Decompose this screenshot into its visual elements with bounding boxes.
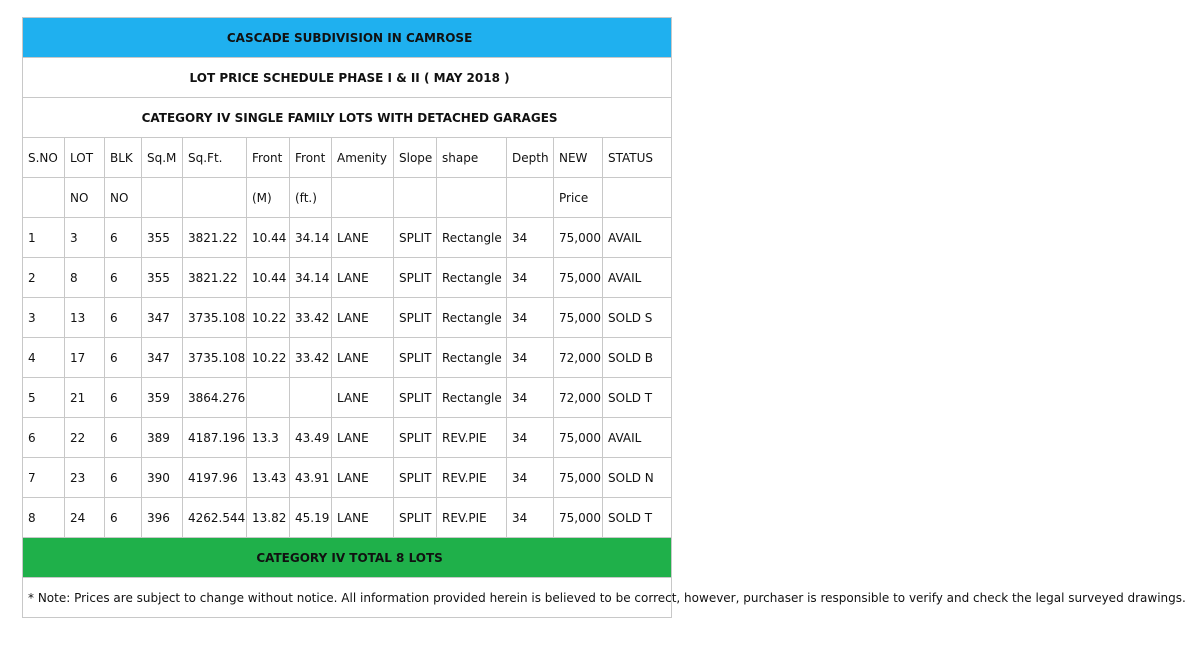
table-cell: 34.14 bbox=[290, 258, 332, 298]
column-header bbox=[142, 178, 183, 218]
table-cell: 359 bbox=[142, 378, 183, 418]
table-cell: 1 bbox=[23, 218, 65, 258]
table-cell: 347 bbox=[142, 298, 183, 338]
table-cell: 34 bbox=[507, 458, 554, 498]
table-cell: 13.82 bbox=[247, 498, 290, 538]
table-cell: AVAIL bbox=[603, 418, 672, 458]
table-cell: 10.44 bbox=[247, 258, 290, 298]
table-cell: 33.42 bbox=[290, 338, 332, 378]
table-cell: 34 bbox=[507, 378, 554, 418]
table-cell: 8 bbox=[23, 498, 65, 538]
column-header bbox=[507, 178, 554, 218]
table-cell: 33.42 bbox=[290, 298, 332, 338]
table-cell: 355 bbox=[142, 258, 183, 298]
table-cell: 6 bbox=[105, 498, 142, 538]
table-row bbox=[23, 218, 672, 258]
subtitle-row bbox=[23, 58, 672, 98]
table-cell: 3 bbox=[65, 218, 105, 258]
table-cell: 6 bbox=[105, 418, 142, 458]
column-header: S.NO bbox=[23, 138, 65, 178]
table-cell: LANE bbox=[332, 418, 394, 458]
table-cell: 389 bbox=[142, 418, 183, 458]
table-cell: 21 bbox=[65, 378, 105, 418]
table-cell: 43.49 bbox=[290, 418, 332, 458]
table-cell: 13.43 bbox=[247, 458, 290, 498]
column-header: shape bbox=[437, 138, 507, 178]
column-header: STATUS bbox=[603, 138, 672, 178]
table-cell: 43.91 bbox=[290, 458, 332, 498]
table-row bbox=[23, 498, 672, 538]
table-cell: 75,000 bbox=[554, 258, 603, 298]
table-cell: 8 bbox=[65, 258, 105, 298]
table-cell: REV.PIE bbox=[437, 498, 507, 538]
table-cell: 6 bbox=[23, 418, 65, 458]
column-header: Depth bbox=[507, 138, 554, 178]
column-header: NO bbox=[105, 178, 142, 218]
column-header: (M) bbox=[247, 178, 290, 218]
column-header bbox=[603, 178, 672, 218]
table-cell: 34 bbox=[507, 338, 554, 378]
column-header: Sq.M bbox=[142, 138, 183, 178]
table-cell bbox=[247, 378, 290, 418]
table-row bbox=[23, 298, 672, 338]
table-cell: 22 bbox=[65, 418, 105, 458]
column-header: Front bbox=[290, 138, 332, 178]
table-cell: 6 bbox=[105, 378, 142, 418]
total-row bbox=[23, 538, 672, 578]
table-cell: SOLD N bbox=[603, 458, 672, 498]
lot-price-table bbox=[22, 17, 1186, 618]
table-cell: 3821.22 bbox=[183, 258, 247, 298]
table-cell: 34 bbox=[507, 258, 554, 298]
table-cell: 3735.108 bbox=[183, 338, 247, 378]
header-row bbox=[23, 138, 672, 178]
table-cell: 355 bbox=[142, 218, 183, 258]
table-cell: 10.22 bbox=[247, 338, 290, 378]
table-cell: 4 bbox=[23, 338, 65, 378]
table-cell: LANE bbox=[332, 458, 394, 498]
category-total: CATEGORY IV TOTAL 8 LOTS bbox=[23, 538, 672, 578]
column-header bbox=[332, 178, 394, 218]
table-cell: 4262.544 bbox=[183, 498, 247, 538]
table-cell: 13 bbox=[65, 298, 105, 338]
column-header: NO bbox=[65, 178, 105, 218]
table-cell: 24 bbox=[65, 498, 105, 538]
page-title: CASCADE SUBDIVISION IN CAMROSE bbox=[23, 18, 672, 58]
column-header: BLK bbox=[105, 138, 142, 178]
table-cell: 3821.22 bbox=[183, 218, 247, 258]
column-header: LOT bbox=[65, 138, 105, 178]
table-cell: Rectangle bbox=[437, 378, 507, 418]
table-cell: 75,000 bbox=[554, 418, 603, 458]
table-cell: SOLD T bbox=[603, 378, 672, 418]
column-header bbox=[23, 178, 65, 218]
table-cell: SPLIT bbox=[394, 338, 437, 378]
table-cell: SOLD B bbox=[603, 338, 672, 378]
table-cell: 4197.96 bbox=[183, 458, 247, 498]
table-cell: 34 bbox=[507, 498, 554, 538]
table-cell: LANE bbox=[332, 338, 394, 378]
table-cell: 3864.276 bbox=[183, 378, 247, 418]
column-header: Amenity bbox=[332, 138, 394, 178]
table-cell: 5 bbox=[23, 378, 65, 418]
table-cell: LANE bbox=[332, 218, 394, 258]
table-cell: 4187.196 bbox=[183, 418, 247, 458]
column-header: Slope bbox=[394, 138, 437, 178]
table-cell: 6 bbox=[105, 338, 142, 378]
price-schedule bbox=[22, 17, 1186, 618]
table-cell: 34 bbox=[507, 298, 554, 338]
table-cell: 23 bbox=[65, 458, 105, 498]
table-cell: 10.22 bbox=[247, 298, 290, 338]
table-cell: 3735.108 bbox=[183, 298, 247, 338]
table-cell: REV.PIE bbox=[437, 458, 507, 498]
table-cell: 72,000 bbox=[554, 378, 603, 418]
table-cell: 347 bbox=[142, 338, 183, 378]
table-cell: 45.19 bbox=[290, 498, 332, 538]
table-cell: SOLD S bbox=[603, 298, 672, 338]
table-row bbox=[23, 378, 672, 418]
table-cell: AVAIL bbox=[603, 258, 672, 298]
table-cell: 6 bbox=[105, 258, 142, 298]
table-cell: LANE bbox=[332, 498, 394, 538]
table-cell: 72,000 bbox=[554, 338, 603, 378]
schedule-subtitle: LOT PRICE SCHEDULE PHASE I & II ( MAY 2018 ) bbox=[23, 58, 672, 98]
table-row bbox=[23, 258, 672, 298]
table-cell: 34.14 bbox=[290, 218, 332, 258]
table-cell: 34 bbox=[507, 218, 554, 258]
table-cell: 396 bbox=[142, 498, 183, 538]
table-cell: 3 bbox=[23, 298, 65, 338]
table-row bbox=[23, 338, 672, 378]
column-header: Front bbox=[247, 138, 290, 178]
table-cell: 34 bbox=[507, 418, 554, 458]
table-cell: 6 bbox=[105, 458, 142, 498]
table-cell: SPLIT bbox=[394, 378, 437, 418]
column-header bbox=[437, 178, 507, 218]
table-cell: 2 bbox=[23, 258, 65, 298]
table-cell: 10.44 bbox=[247, 218, 290, 258]
table-cell: SPLIT bbox=[394, 498, 437, 538]
header-row bbox=[23, 178, 672, 218]
table-cell: 17 bbox=[65, 338, 105, 378]
table-cell: AVAIL bbox=[603, 218, 672, 258]
table-cell: Rectangle bbox=[437, 298, 507, 338]
table-cell: 390 bbox=[142, 458, 183, 498]
disclaimer-note: * Note: Prices are subject to change without notice. All information provided herein is believed to be correct, however, purchaser is responsible to verify and check the legal surveyed drawings. bbox=[23, 578, 672, 618]
table-cell: Rectangle bbox=[437, 258, 507, 298]
table-cell: LANE bbox=[332, 378, 394, 418]
table-cell: SOLD T bbox=[603, 498, 672, 538]
title-row bbox=[23, 18, 672, 58]
table-row bbox=[23, 458, 672, 498]
table-cell: SPLIT bbox=[394, 298, 437, 338]
table-cell: LANE bbox=[332, 258, 394, 298]
table-cell: 75,000 bbox=[554, 218, 603, 258]
category-row bbox=[23, 98, 672, 138]
column-header bbox=[183, 178, 247, 218]
category-heading: CATEGORY IV SINGLE FAMILY LOTS WITH DETACHED GARAGES bbox=[23, 98, 672, 138]
column-header: Sq.Ft. bbox=[183, 138, 247, 178]
column-header: Price bbox=[554, 178, 603, 218]
table-cell: 75,000 bbox=[554, 498, 603, 538]
table-cell: SPLIT bbox=[394, 258, 437, 298]
table-cell: REV.PIE bbox=[437, 418, 507, 458]
table-cell: 13.3 bbox=[247, 418, 290, 458]
table-cell: Rectangle bbox=[437, 338, 507, 378]
column-header: NEW bbox=[554, 138, 603, 178]
table-cell: Rectangle bbox=[437, 218, 507, 258]
table-cell: 75,000 bbox=[554, 298, 603, 338]
note-row bbox=[23, 578, 672, 618]
table-cell: SPLIT bbox=[394, 458, 437, 498]
table-cell: 6 bbox=[105, 218, 142, 258]
table-cell: SPLIT bbox=[394, 218, 437, 258]
table-cell: SPLIT bbox=[394, 418, 437, 458]
column-header bbox=[394, 178, 437, 218]
table-cell bbox=[290, 378, 332, 418]
table-cell: LANE bbox=[332, 298, 394, 338]
column-header: (ft.) bbox=[290, 178, 332, 218]
table-cell: 75,000 bbox=[554, 458, 603, 498]
table-cell: 7 bbox=[23, 458, 65, 498]
table-cell: 6 bbox=[105, 298, 142, 338]
table-row bbox=[23, 418, 672, 458]
